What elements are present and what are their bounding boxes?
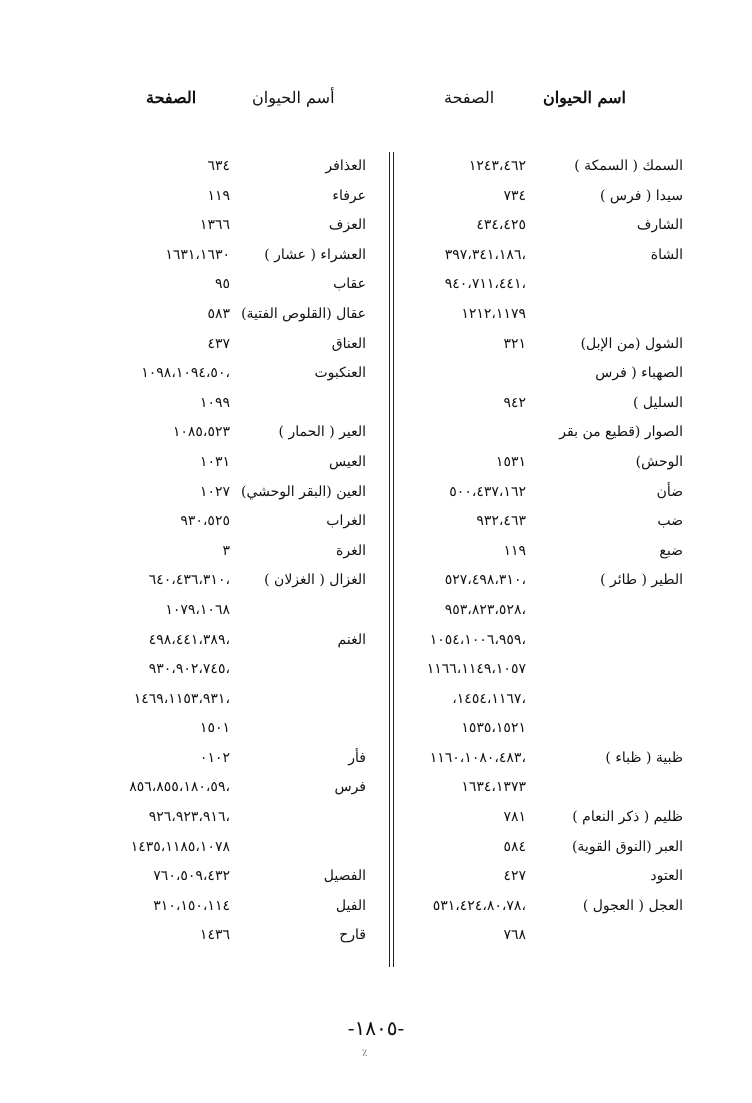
index-row bbox=[396, 270, 686, 300]
animal-name: العنكبوت bbox=[314, 365, 366, 382]
animal-name: ضبع bbox=[659, 542, 683, 559]
page-refs: ،٥٣١،٤٢٤،٨٠،٧٨ bbox=[432, 897, 526, 914]
animal-name: العير ( الحمار ) bbox=[278, 424, 366, 441]
animal-name: العين (البقر الوحشي) bbox=[240, 483, 366, 500]
animal-name: فرس bbox=[334, 779, 366, 796]
page-refs: ،١٠٩٨،١٠٩٤،٥٠ bbox=[141, 365, 230, 382]
index-row bbox=[90, 773, 386, 803]
index-row bbox=[90, 892, 386, 922]
animal-name: السليل ) bbox=[632, 394, 683, 411]
page-refs: ١٦٣٤،١٣٧٣ bbox=[461, 779, 526, 796]
index-row bbox=[90, 211, 386, 241]
page-refs: ،٨٥٦،٨٥٥،١٨٠،٥٩ bbox=[129, 779, 230, 796]
animal-name: العناق bbox=[331, 335, 366, 352]
index-row bbox=[90, 862, 386, 892]
index-row bbox=[90, 359, 386, 389]
page-refs: ١٥٣١ bbox=[495, 453, 526, 470]
index-row bbox=[90, 596, 386, 626]
page-refs: ١١٦٦،١١٤٩،١٠٥٧ bbox=[426, 661, 526, 678]
index-row bbox=[90, 507, 386, 537]
page-refs: ٤٣٧ bbox=[207, 335, 230, 352]
page-refs: ،٩٤٠،٧١١،٤٤١ bbox=[444, 276, 526, 293]
animal-name: العبر (النوق القوية) bbox=[571, 838, 683, 855]
index-row bbox=[90, 714, 386, 744]
index-row bbox=[396, 330, 686, 360]
page-refs: ١٣٦٦ bbox=[199, 217, 230, 234]
index-row bbox=[90, 300, 386, 330]
animal-name: الغرة bbox=[336, 542, 366, 559]
index-row bbox=[90, 566, 386, 596]
page-refs: ،٥٢٧،٤٩٨،٣١٠ bbox=[444, 572, 526, 589]
animal-name: فأر bbox=[348, 749, 366, 766]
page-refs: ١٤٣٦ bbox=[199, 927, 230, 944]
page-refs: ٧٦٨ bbox=[503, 927, 526, 944]
page-refs: ١٢١٢،١١٧٩ bbox=[461, 305, 526, 322]
index-row bbox=[396, 655, 686, 685]
animal-name: العيس bbox=[329, 453, 366, 470]
index-row bbox=[396, 507, 686, 537]
index-row bbox=[90, 389, 386, 419]
page-refs: ٤٢٧ bbox=[503, 868, 526, 885]
index-row bbox=[396, 241, 686, 271]
page-refs: ١٥٠١ bbox=[199, 720, 230, 737]
index-row bbox=[90, 182, 386, 212]
index-row bbox=[396, 211, 686, 241]
animal-name: عقاب bbox=[333, 276, 366, 293]
page-refs: ١٦٣١،١٦٣٠ bbox=[165, 246, 230, 263]
index-row bbox=[90, 655, 386, 685]
page-refs: ،١٤٦٩،١١٥٣،٩٣١ bbox=[133, 690, 230, 707]
index-row bbox=[396, 359, 686, 389]
printer-mark: ٪ bbox=[362, 1048, 368, 1059]
animal-name: العجل ( العجول ) bbox=[582, 897, 683, 914]
index-row bbox=[396, 182, 686, 212]
page-refs: ٤٣٤،٤٢٥ bbox=[476, 217, 526, 234]
index-row bbox=[90, 921, 386, 951]
page-refs: ٥٠٠،٤٣٧،١٦٢ bbox=[449, 483, 526, 500]
index-row bbox=[396, 744, 686, 774]
page-refs: ٩٣٠،٥٢٥ bbox=[180, 513, 230, 530]
animal-name: الفيل bbox=[335, 897, 366, 914]
animal-name: الصوار (قطيع من بقر bbox=[559, 424, 683, 441]
animal-name: ضأن bbox=[656, 483, 683, 500]
page-refs: ،٦٤٠،٤٣٦،٣١٠ bbox=[148, 572, 230, 589]
index-row bbox=[90, 685, 386, 715]
animal-name: عقال (القلوص الفتية) bbox=[241, 305, 366, 322]
page-refs: ٩٥ bbox=[214, 276, 230, 293]
page-refs: ٣٢١ bbox=[503, 335, 526, 352]
index-row bbox=[396, 300, 686, 330]
index-row bbox=[396, 803, 686, 833]
index-row bbox=[396, 773, 686, 803]
page-refs: ٩٣٢،٤٦٣ bbox=[476, 513, 526, 530]
page-number: -١٨٠٥- bbox=[347, 1016, 405, 1040]
page-refs: ،٣٩٧،٣٤١،١٨٦ bbox=[444, 246, 526, 263]
animal-name: العشراء ( عشار ) bbox=[264, 246, 366, 263]
animal-name: السمك ( السمكة ) bbox=[574, 158, 683, 174]
index-row bbox=[90, 152, 386, 182]
index-row bbox=[90, 833, 386, 863]
page-refs: ،١١٦٠،١٠٨٠،٤٨٣ bbox=[429, 749, 526, 766]
header-right-page: الصفحة bbox=[444, 88, 495, 107]
index-row bbox=[396, 714, 686, 744]
page-refs: ١١٩ bbox=[503, 542, 526, 559]
page-refs: ،١٠٥٤،١٠٠٦،٩٥٩ bbox=[429, 631, 526, 648]
index-row bbox=[396, 685, 686, 715]
index-row bbox=[396, 892, 686, 922]
animal-name: العتود bbox=[650, 868, 683, 885]
page-refs: ٩٤٢ bbox=[503, 394, 526, 411]
page-refs: ٦٣٤ bbox=[207, 158, 230, 174]
index-row bbox=[90, 330, 386, 360]
page-refs: ١٠٧٩،١٠٦٨ bbox=[165, 601, 230, 618]
right-index-column bbox=[396, 152, 686, 951]
animal-name: ظليم ( ذكر النعام ) bbox=[572, 809, 683, 826]
index-row bbox=[396, 152, 686, 182]
index-row bbox=[396, 596, 686, 626]
animal-name: الطير ( طائر ) bbox=[600, 572, 683, 589]
animal-name: الغراب bbox=[326, 513, 366, 530]
page-refs: ١٤٣٥،١١٨٥،١٠٧٨ bbox=[130, 838, 230, 855]
animal-name: قارح bbox=[339, 927, 366, 944]
index-row bbox=[396, 566, 686, 596]
page-refs: ١٠٢٧ bbox=[199, 483, 230, 500]
page-refs: ٣ bbox=[222, 542, 230, 559]
animal-name: الفصيل bbox=[323, 868, 366, 885]
animal-name: العذافر bbox=[325, 158, 366, 174]
page-refs: ٣١٠،١٥٠،١١٤ bbox=[153, 897, 230, 914]
animal-name: الشول (من الإبل) bbox=[580, 335, 683, 352]
index-row bbox=[396, 448, 686, 478]
index-row bbox=[90, 448, 386, 478]
page-refs: ٧٨١ bbox=[503, 809, 526, 826]
animal-name: الشاة bbox=[650, 246, 683, 263]
animal-name: الوحش) bbox=[635, 453, 683, 470]
index-row bbox=[396, 478, 686, 508]
left-index-column bbox=[90, 152, 386, 951]
animal-name: الغزال ( الغزلان ) bbox=[264, 572, 366, 589]
column-divider bbox=[389, 152, 390, 967]
animal-name: الصهباء ( فرس bbox=[595, 365, 683, 382]
index-row bbox=[90, 626, 386, 656]
page-refs: ٥٨٤ bbox=[503, 838, 526, 855]
index-row bbox=[396, 921, 686, 951]
index-row bbox=[90, 537, 386, 567]
animal-name: ظبية ( ظباء ) bbox=[605, 749, 683, 766]
page-refs: ١٥٣٥،١٥٢١ bbox=[461, 720, 526, 737]
page-refs: ٧٣٤ bbox=[503, 187, 526, 204]
page-refs: ،٩٢٦،٩٢٣،٩١٦ bbox=[148, 809, 230, 826]
page-refs: ،٩٥٣،٨٢٣،٥٢٨ bbox=[444, 601, 526, 618]
index-row bbox=[90, 418, 386, 448]
index-row bbox=[90, 270, 386, 300]
page-refs: ١٠٨٥،٥٢٣ bbox=[172, 424, 230, 441]
page-refs: ٥٨٣ bbox=[207, 305, 230, 322]
page-refs: ،٤٩٨،٤٤١،٣٨٩ bbox=[148, 631, 230, 648]
animal-name: الغنم bbox=[337, 631, 366, 648]
index-row bbox=[396, 862, 686, 892]
index-row bbox=[90, 744, 386, 774]
index-row bbox=[90, 803, 386, 833]
index-row bbox=[396, 389, 686, 419]
index-row bbox=[396, 537, 686, 567]
page-refs: ٧٦٠،٥٠٩،٤٣٢ bbox=[153, 868, 230, 885]
header-left-page: الصفحة bbox=[146, 88, 197, 107]
page-refs: ١٢٤٣،٤٦٢ bbox=[468, 158, 526, 174]
column-divider-second bbox=[393, 152, 394, 967]
animal-name: العزف bbox=[328, 217, 366, 234]
animal-name: الشارف bbox=[636, 217, 683, 234]
animal-name: عرفاء bbox=[332, 187, 366, 204]
page-refs: ،١٤٥٤،١١٦٧، bbox=[452, 690, 526, 707]
header-right-name: اسم الحيوان bbox=[542, 88, 626, 107]
page-refs: ١١٩ bbox=[207, 187, 230, 204]
animal-name: سيدا ( فرس ) bbox=[600, 187, 683, 204]
page-refs: ،٩٣٠،٩٠٢،٧٤٥ bbox=[148, 661, 230, 678]
index-row bbox=[90, 241, 386, 271]
page-refs: ٠١٠٢ bbox=[199, 749, 230, 766]
header-left-name: أسم الحيوان bbox=[252, 88, 335, 107]
index-row bbox=[396, 626, 686, 656]
index-row bbox=[90, 478, 386, 508]
page-refs: ١٠٣١ bbox=[199, 453, 230, 470]
index-row bbox=[396, 418, 686, 448]
index-row bbox=[396, 833, 686, 863]
animal-name: ضب bbox=[657, 513, 683, 530]
page-refs: ١٠٩٩ bbox=[199, 394, 230, 411]
